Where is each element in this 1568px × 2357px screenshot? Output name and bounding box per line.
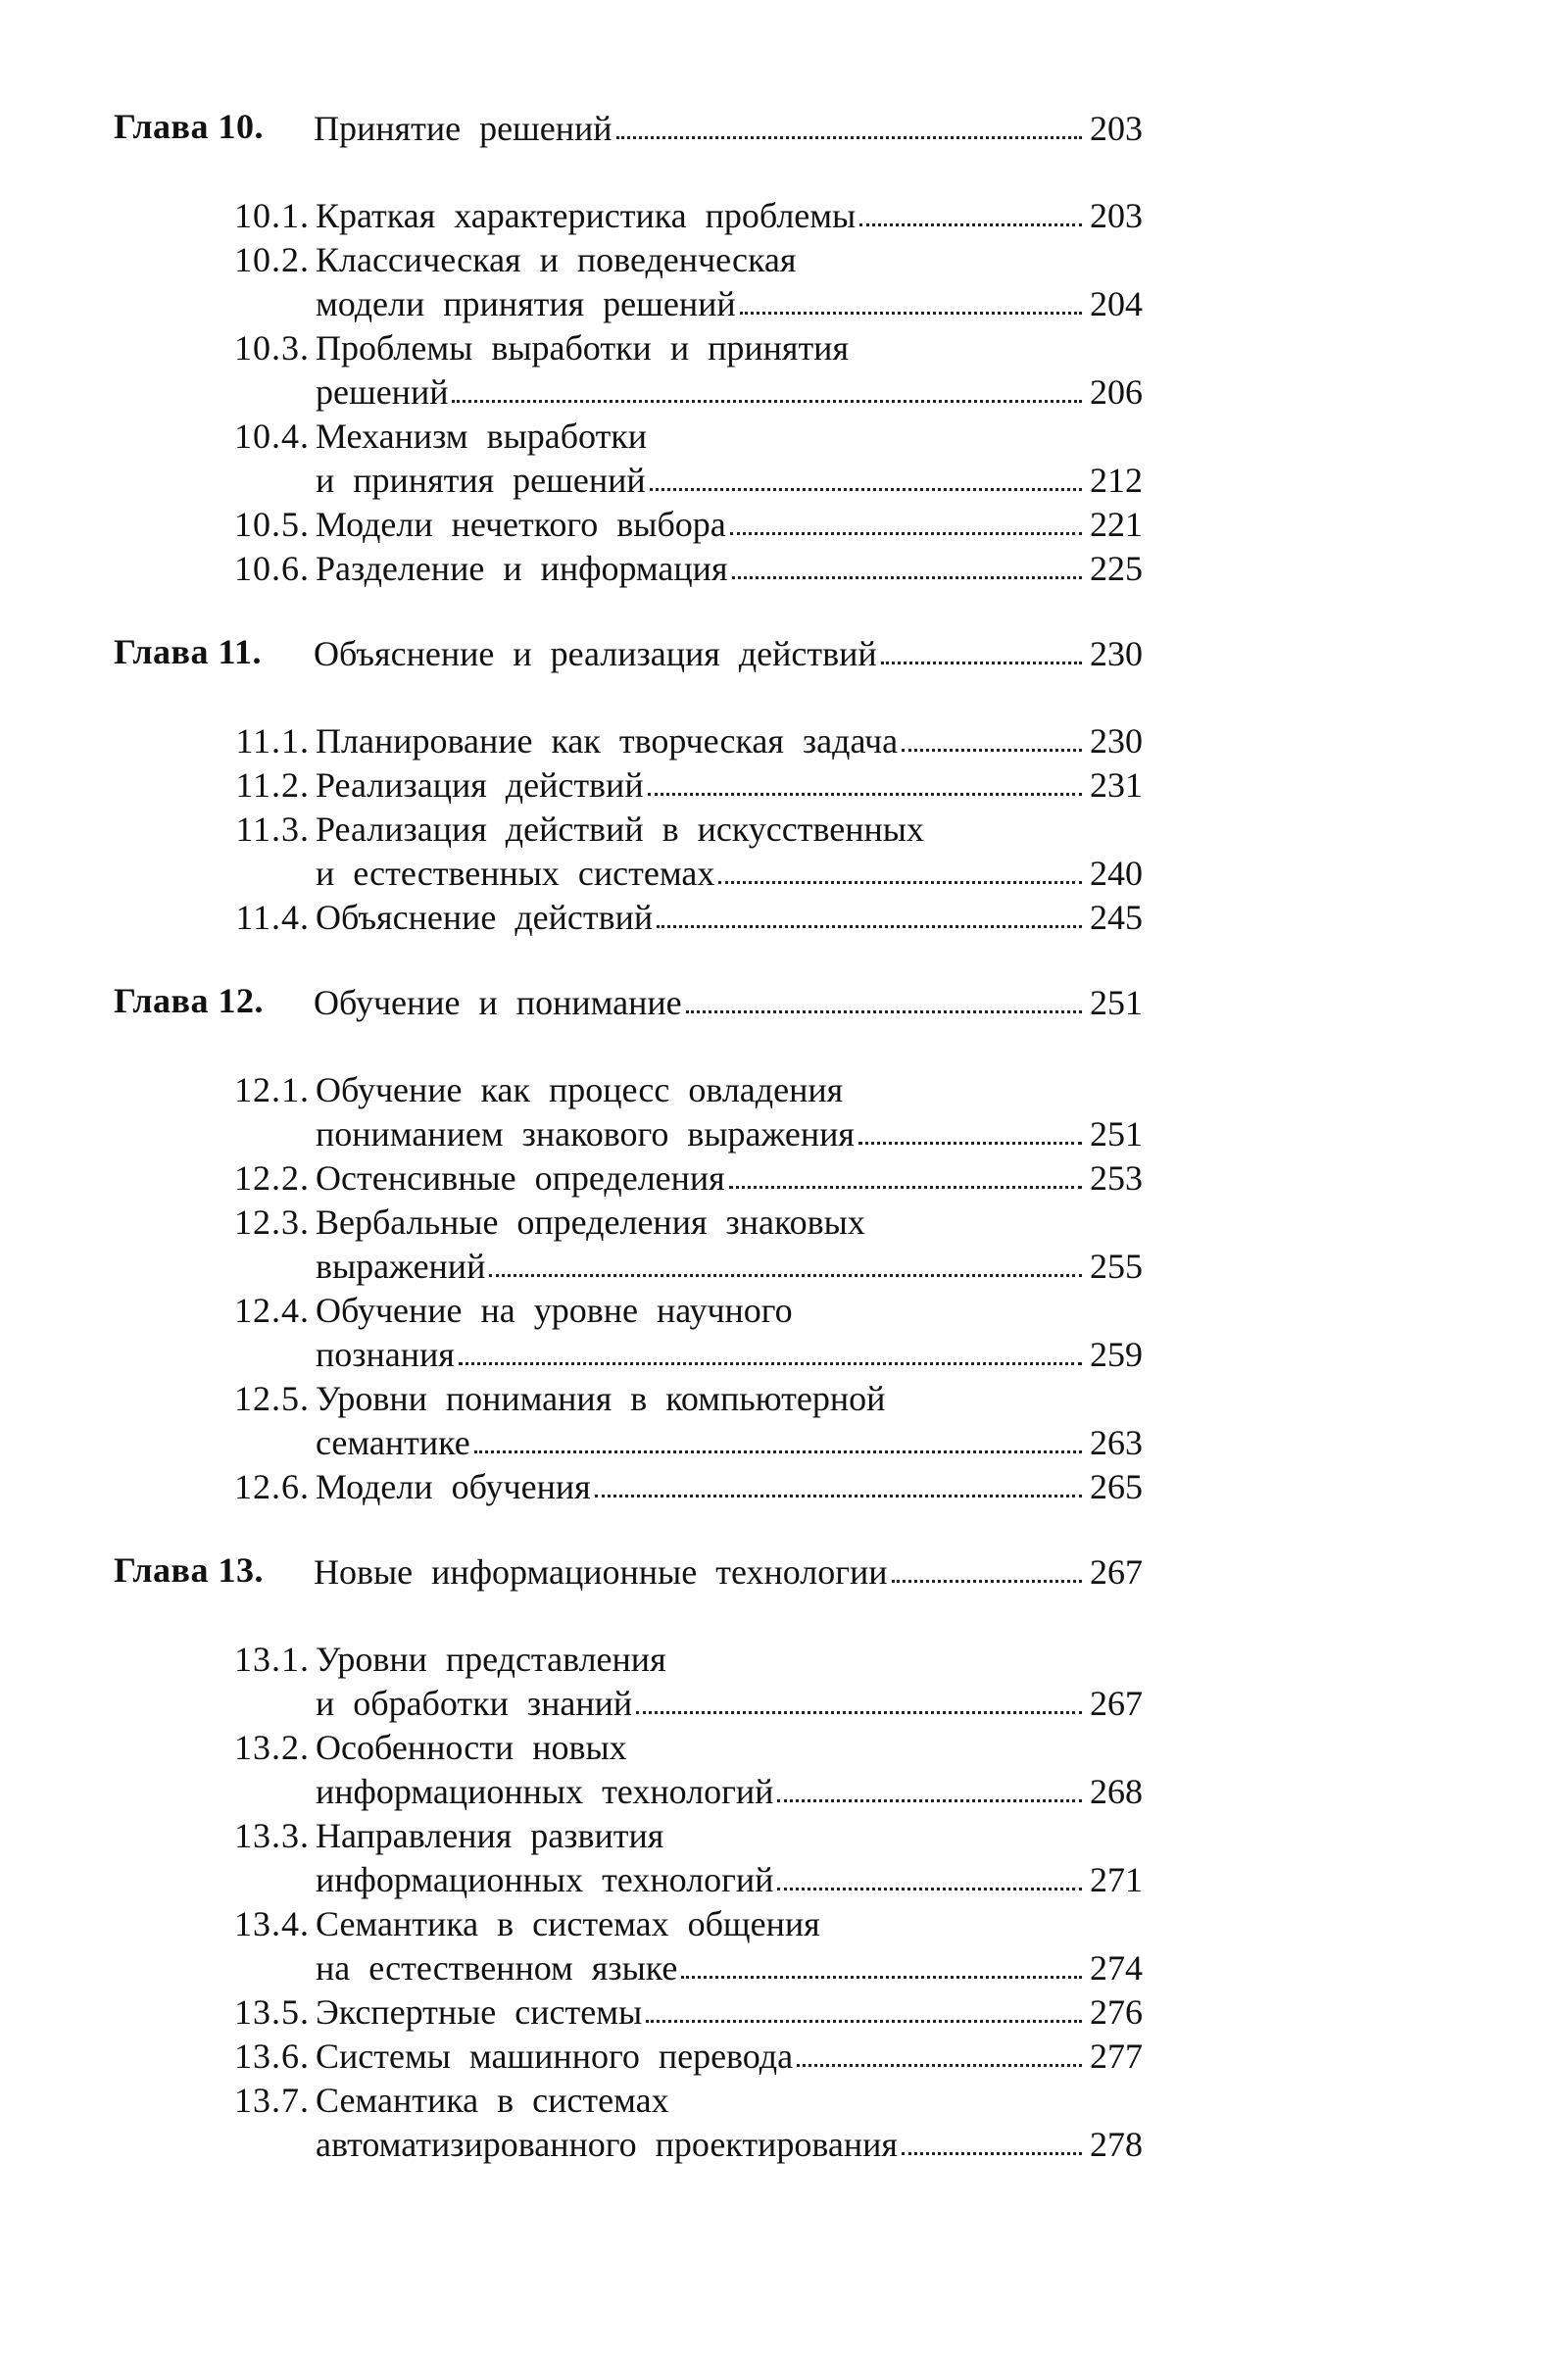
- chapter-label: Глава 10.: [114, 107, 264, 146]
- section-title: Реализация действий: [316, 765, 644, 805]
- section-page: 203: [1090, 196, 1143, 235]
- section-page: 251: [1090, 1114, 1143, 1154]
- section-number: 13.5.: [234, 1992, 310, 2032]
- section-title: Краткая характеристика проблемы: [316, 196, 857, 235]
- section-title: автоматизированного проектирования: [316, 2125, 898, 2164]
- section-title-line: Обучение на уровне научного: [316, 1291, 793, 1330]
- section-title-line: Уровни представления: [316, 1640, 666, 1679]
- chapter-title: Объяснение и реализация действий: [314, 634, 877, 673]
- section-number: 13.6.: [234, 2037, 310, 2076]
- dot-leader: [859, 223, 1082, 226]
- toc-entry[interactable]: [235, 762, 1143, 811]
- dot-leader: [902, 2152, 1082, 2155]
- section-number: 13.1.: [234, 1640, 310, 1679]
- chapter-title-row: [314, 970, 1143, 1029]
- section-page: 263: [1090, 1423, 1143, 1462]
- section-number: 13.4.: [234, 1904, 310, 1943]
- toc-entry-continuation[interactable]: [316, 1332, 1143, 1381]
- dot-leader: [648, 793, 1082, 796]
- section-number: 11.2.: [235, 765, 310, 805]
- section-page: 276: [1090, 1992, 1143, 2032]
- section-leader: [316, 1458, 1143, 1507]
- section-title: на естественном языке: [316, 1948, 678, 1988]
- chapter-heading[interactable]: [114, 1540, 1143, 1598]
- section-page: 278: [1090, 2125, 1143, 2164]
- section-page: 221: [1090, 505, 1143, 544]
- section-leader: [316, 2028, 1143, 2077]
- dot-leader: [459, 1362, 1082, 1365]
- chapter-page: 230: [1090, 634, 1143, 673]
- dot-leader: [858, 1142, 1082, 1145]
- section-number: 10.3.: [234, 328, 310, 368]
- section-leader: [316, 889, 1143, 938]
- toc-entry[interactable]: [234, 1155, 1143, 1204]
- section-page: 231: [1090, 765, 1143, 805]
- section-page: 259: [1090, 1335, 1143, 1374]
- section-page: 265: [1090, 1467, 1143, 1506]
- section-title-line: Семантика в системах общения: [316, 1904, 820, 1943]
- section-title-line: Особенности новых: [316, 1728, 627, 1767]
- section-leader: [316, 187, 1143, 236]
- section-title-line: Семантика в системах: [316, 2081, 669, 2120]
- section-title: информационных технологий: [316, 1860, 774, 1899]
- dot-leader: [489, 1274, 1082, 1277]
- section-title: семантике: [316, 1423, 470, 1462]
- section-title: Разделение и информация: [316, 549, 728, 588]
- dot-leader: [657, 925, 1082, 928]
- section-leader: [316, 540, 1143, 589]
- section-leader: [316, 1984, 1143, 2033]
- section-leader: [316, 1414, 1143, 1463]
- dot-leader: [636, 1711, 1082, 1714]
- section-number: 11.1.: [235, 721, 310, 761]
- dot-leader: [686, 1010, 1082, 1013]
- section-leader: [316, 452, 1143, 501]
- dot-leader: [595, 1495, 1082, 1498]
- section-leader: [316, 1763, 1143, 1812]
- section-title: модели принятия решений: [316, 284, 736, 323]
- section-number: 10.2.: [234, 240, 310, 279]
- section-leader: [316, 1238, 1143, 1287]
- section-leader: [316, 712, 1143, 761]
- section-leader: [316, 364, 1143, 413]
- section-page: 277: [1090, 2037, 1143, 2076]
- dot-leader: [777, 1799, 1082, 1802]
- chapter-page: 251: [1090, 983, 1143, 1022]
- toc-entry[interactable]: [234, 2034, 1143, 2083]
- toc-entry[interactable]: [234, 546, 1143, 595]
- section-title: пониманием знакового выражения: [316, 1114, 855, 1154]
- chapter-heading[interactable]: [114, 96, 1143, 155]
- section-page: 206: [1090, 372, 1143, 412]
- section-page: 253: [1090, 1158, 1143, 1198]
- section-number: 10.6.: [234, 549, 310, 588]
- section-title: выражений: [316, 1247, 486, 1286]
- toc-entry[interactable]: [234, 1464, 1143, 1513]
- chapter-label: Глава 11.: [114, 632, 262, 671]
- section-number: 12.4.: [234, 1291, 310, 1330]
- section-number: 10.5.: [234, 505, 310, 544]
- dot-leader: [681, 1976, 1082, 1979]
- section-number: 13.3.: [234, 1816, 310, 1855]
- section-title: Объяснение действий: [316, 898, 654, 937]
- toc-entry-continuation[interactable]: [316, 1857, 1143, 1906]
- chapter-label: Глава 13.: [114, 1550, 264, 1590]
- dot-leader: [730, 532, 1082, 535]
- chapter-title-row: [314, 1540, 1143, 1598]
- dot-leader: [616, 136, 1082, 139]
- dot-leader: [902, 749, 1082, 752]
- section-page: 212: [1090, 461, 1143, 500]
- section-leader: [316, 1150, 1143, 1199]
- dot-leader: [892, 1580, 1082, 1583]
- section-title-line: Классическая и поведенческая: [316, 240, 797, 279]
- section-leader: [316, 1851, 1143, 1900]
- section-page: 204: [1090, 284, 1143, 323]
- toc-entry-continuation[interactable]: [316, 1244, 1143, 1293]
- dot-leader: [777, 1888, 1082, 1891]
- toc-entry-continuation[interactable]: [316, 1769, 1143, 1818]
- section-number: 12.1.: [234, 1070, 310, 1109]
- section-leader: [316, 757, 1143, 806]
- section-leader: [316, 845, 1143, 894]
- toc-entry[interactable]: [234, 193, 1143, 242]
- chapter-leader: [314, 625, 1143, 674]
- section-title: и обработки знаний: [316, 1684, 633, 1723]
- section-page: 225: [1090, 549, 1143, 588]
- section-number: 12.5.: [234, 1379, 310, 1418]
- section-title: Планирование как творческая задача: [316, 721, 899, 761]
- section-number: 11.3.: [235, 810, 310, 849]
- section-number: 13.2.: [234, 1728, 310, 1767]
- section-leader: [316, 496, 1143, 545]
- section-page: 245: [1090, 898, 1143, 937]
- dot-leader: [740, 312, 1082, 315]
- section-page: 230: [1090, 721, 1143, 761]
- section-title: Экспертные системы: [316, 1992, 643, 2032]
- toc-entry-continuation[interactable]: [316, 281, 1143, 330]
- chapter-heading[interactable]: [114, 970, 1143, 1029]
- chapter-leader: [314, 100, 1143, 149]
- section-leader: [316, 1675, 1143, 1724]
- section-title-line: Реализация действий в искусственных: [316, 810, 924, 849]
- section-number: 10.4.: [234, 417, 310, 456]
- section-title-line: Проблемы выработки и принятия: [316, 328, 850, 368]
- section-title: информационных технологий: [316, 1772, 774, 1811]
- section-title-line: Уровни понимания в компьютерной: [316, 1379, 886, 1418]
- section-title: решений: [316, 372, 449, 412]
- section-number: 12.6.: [234, 1467, 310, 1506]
- chapter-label: Глава 12.: [114, 981, 264, 1020]
- section-number: 10.1.: [234, 196, 310, 235]
- section-leader: [316, 1326, 1143, 1375]
- section-page: 255: [1090, 1247, 1143, 1286]
- dot-leader: [729, 1186, 1082, 1189]
- section-title: Остенсивные определения: [316, 1158, 725, 1198]
- section-page: 267: [1090, 1684, 1143, 1723]
- chapter-page: 267: [1090, 1552, 1143, 1592]
- chapter-page: 203: [1090, 109, 1143, 148]
- section-title: Модели нечеткого выбора: [316, 505, 726, 544]
- chapter-title: Обучение и понимание: [314, 983, 682, 1022]
- chapter-title-row: [314, 96, 1143, 155]
- section-title: познания: [316, 1335, 455, 1374]
- section-leader: [316, 1940, 1143, 1989]
- dot-leader: [646, 2020, 1082, 2023]
- toc-entry-continuation[interactable]: [316, 2122, 1143, 2171]
- section-leader: [316, 275, 1143, 324]
- section-title: и естественных системах: [316, 854, 715, 893]
- chapter-title-row: [314, 621, 1143, 680]
- section-title: и принятия решений: [316, 461, 646, 500]
- section-leader: [316, 1105, 1143, 1154]
- section-title-line: Механизм выработки: [316, 417, 648, 456]
- toc-entry-continuation[interactable]: [316, 1681, 1143, 1730]
- dot-leader: [474, 1450, 1082, 1453]
- section-number: 12.2.: [234, 1158, 310, 1198]
- section-page: 240: [1090, 854, 1143, 893]
- section-leader: [316, 2116, 1143, 2165]
- section-page: 268: [1090, 1772, 1143, 1811]
- section-number: 12.3.: [234, 1203, 310, 1242]
- toc-entry-continuation[interactable]: [316, 369, 1143, 418]
- section-number: 11.4.: [235, 898, 310, 937]
- toc-entry[interactable]: [235, 895, 1143, 944]
- section-title-line: Вербальные определения знаковых: [316, 1203, 865, 1242]
- dot-leader: [797, 2064, 1082, 2067]
- chapter-title: Принятие решений: [314, 109, 612, 148]
- chapter-heading[interactable]: [114, 621, 1143, 680]
- section-page: 274: [1090, 1948, 1143, 1988]
- section-number: 13.7.: [234, 2081, 310, 2120]
- section-title-line: Направления развития: [316, 1816, 664, 1855]
- dot-leader: [732, 576, 1083, 579]
- section-title: Системы машинного перевода: [316, 2037, 794, 2076]
- dot-leader: [881, 662, 1082, 664]
- section-page: 271: [1090, 1860, 1143, 1899]
- section-title-line: Обучение как процесс овладения: [316, 1070, 844, 1109]
- chapter-title: Новые информационные технологии: [314, 1552, 888, 1592]
- chapter-leader: [314, 1544, 1143, 1593]
- dot-leader: [650, 488, 1082, 491]
- section-title: Модели обучения: [316, 1467, 591, 1506]
- dot-leader: [718, 881, 1082, 884]
- dot-leader: [452, 400, 1082, 403]
- chapter-leader: [314, 974, 1143, 1023]
